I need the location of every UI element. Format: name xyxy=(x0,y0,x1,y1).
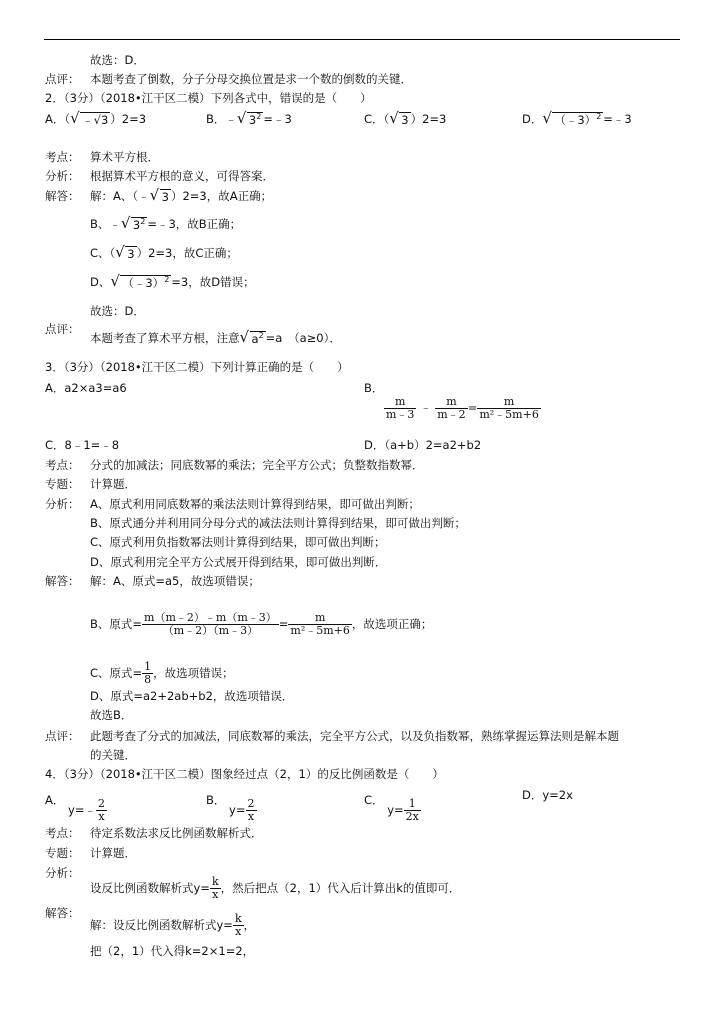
text-line: D、 √ （﹣3）$^2$ =3，故D错误； xyxy=(90,272,255,290)
label-comment: 点评： xyxy=(45,729,80,743)
text-line: 分式的加减法；同底数幂的乘法；完全平方公式；负整数指数幂． xyxy=(90,458,424,472)
label-topic: 考点： xyxy=(45,150,80,164)
text-line: 故选：D． xyxy=(90,304,145,318)
text-line: 本题考查了算术平方根，注意 √ $a^2 =a$ （a≥0）． xyxy=(90,328,341,346)
text-line: B、原式= $\frac{m(m﹣2)﹣m(m﹣3)}{(m﹣2)(m﹣3)}$ = $\frac{m}{\text{m²﹣5m+6}}$ ，故选项正确； xyxy=(90,611,433,637)
label-topic-type: 专题： xyxy=(45,846,80,860)
text-line: D、原式=a2+2ab+b2，故选项错误． xyxy=(90,689,294,703)
q2-option-a: A．（ √ ﹣√3 ）2=3 xyxy=(45,109,147,127)
text-line: 设反比例函数解析式y= $\frac{k}{x}$ ，然后把点（2，1）代入后计算出k的值即可． xyxy=(90,875,461,901)
text-line: 故选：D． xyxy=(90,53,145,67)
text-line: 把（2，1）代入得k=2×1=2， xyxy=(90,944,255,958)
text-line: C、（ √ 3 ）2=3，故C正确； xyxy=(90,243,238,261)
text-line: 此题考查了分式的加减法，同底数幂的乘法，完全平方公式，以及负指数幂，熟练掌握运算法则是解本题 xyxy=(90,729,619,743)
q4-option-d: D．y=2x xyxy=(522,788,573,802)
q3-option-b-label: B． xyxy=(364,381,384,395)
label-topic: 考点： xyxy=(45,826,80,840)
text-line: 计算题． xyxy=(90,846,136,860)
text-line: B、﹣ √ $3^2$ =﹣3，故B正确； xyxy=(90,214,242,232)
q3-option-d: D．（a+b）2=a2+b2 xyxy=(364,438,482,452)
text-line: 本题考查了倒数，分子分母交换位置是求一个数的倒数的关键． xyxy=(90,72,412,86)
question-2-title: 2．（3分）（2018•江干区二模）下列各式中，错误的是（ ） xyxy=(45,91,372,105)
text-line: 待定系数法求反比例函数解析式． xyxy=(90,826,263,840)
label-topic: 考点： xyxy=(45,458,80,472)
q3-option-a: A．a2×a3=a6 xyxy=(45,381,127,395)
q3-option-b-expr: $\frac{m}{m﹣3}$ ﹣ $\frac{m}{m﹣2}$ = $\frac{m}{\text{m²﹣5m+6}}$ xyxy=(386,395,539,421)
text-line: 故选B． xyxy=(90,708,133,722)
q3-option-c: C．8﹣1=﹣8 xyxy=(45,438,120,452)
q4-option-b: B． y= $\frac{2}{x}$ xyxy=(206,793,255,823)
text-line: 解：A、原式=a5，故选项错误； xyxy=(90,574,260,588)
text-line: C、原式利用负指数幂法则计算得到结果，即可做出判断； xyxy=(90,535,386,549)
header-rule xyxy=(44,39,680,40)
text-line: A、原式利用同底数幂的乘法法则计算得到结果，即可做出判断； xyxy=(90,497,420,511)
label-analysis: 分析： xyxy=(45,866,80,880)
text-line: D、原式利用完全平方公式展开得到结果，即可做出判断． xyxy=(90,555,387,569)
text-line: 解：设反比例函数解析式y= $\frac{k}{x}$ ， xyxy=(90,912,256,938)
label-answer: 解答： xyxy=(45,906,80,920)
label-topic-type: 专题： xyxy=(45,477,80,491)
q4-option-c: C． y= $\frac{1}{2x}$ xyxy=(364,793,419,823)
label-analysis: 分析： xyxy=(45,497,80,511)
question-4-title: 4．（3分）（2018•江干区二模）图象经过点（2，1）的反比例函数是（ ） xyxy=(45,767,444,781)
q2-option-d: D． √ （﹣3）$^2$ =﹣3 xyxy=(522,109,632,127)
question-3-title: 3．（3分）（2018•江干区二模）下列计算正确的是（ ） xyxy=(45,360,349,374)
label-answer: 解答： xyxy=(45,189,80,203)
label-answer: 解答： xyxy=(45,574,80,588)
text-line: 解：A、（﹣ √ 3 ）2=3，故A正确； xyxy=(90,186,273,204)
text-line: 的关键． xyxy=(90,748,136,762)
label-analysis: 分析： xyxy=(45,169,80,183)
q4-option-a: A． y=﹣ $\frac{2}{x}$ xyxy=(45,793,105,823)
q2-option-b: B．﹣ √ $3^2$ =﹣3 xyxy=(206,109,292,127)
label-comment: 点评： xyxy=(45,72,80,86)
label-comment: 点评： xyxy=(45,322,80,336)
text-line: 根据算术平方根的意义，可得答案． xyxy=(90,169,274,183)
text-line: B、原式通分并利用同分母分式的减法法则计算得到结果，即可做出判断； xyxy=(90,516,466,530)
q2-option-c: C．（ √ 3 ）2=3 xyxy=(364,109,447,127)
text-line: 计算题． xyxy=(90,477,136,491)
text-line: C、原式= $\frac{1}{8}$ ，故选项错误； xyxy=(90,660,234,686)
text-line: 算术平方根． xyxy=(90,150,159,164)
